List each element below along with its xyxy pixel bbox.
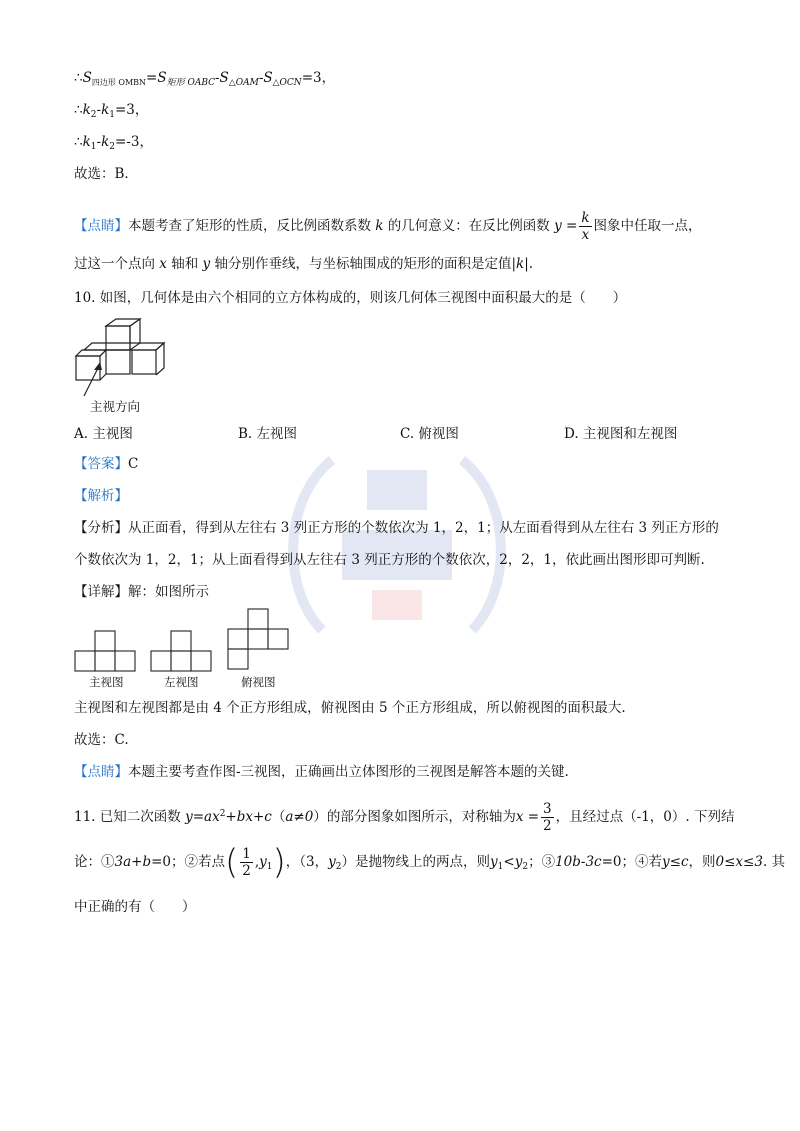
q10-solid-figure — [70, 316, 170, 404]
conclusion-line: 主视图和左视图都是由 4 个正方形组成，俯视图由 5 个正方形组成，所以俯视图的面积最大. — [74, 700, 626, 716]
front-view-figure — [74, 630, 136, 672]
q10-stem: 10. 如图，几何体是由六个相同的立方体构成的，则该几何体三视图中面积最大的是（ ） — [74, 290, 627, 306]
watermark-logo — [282, 440, 512, 650]
top-view-label: 俯视图 — [241, 675, 276, 689]
analysis-tag: 【解析】 — [74, 488, 128, 504]
derivation-line-3: $\therefore k_1-k_2=-3$， — [74, 134, 153, 152]
derivation-line-2: $\therefore k_2-k_1=3$， — [74, 102, 149, 120]
answer-line — [74, 454, 138, 474]
answer-value: C — [128, 456, 139, 472]
fraction-three-halves: $\frac{3}{2}$ — [543, 801, 552, 834]
q11-line-3: 中正确的有（ ） — [74, 899, 196, 915]
option-d: D. 主视图和左视图 — [564, 426, 678, 442]
left-view-label: 左视图 — [164, 675, 199, 689]
fenxi-line-2: 个数依次为 1，2，1；从上面看得到从左往右 3 列正方形的个数依次，2，2，1，依此画出图形即可判断. — [74, 552, 705, 568]
option-a: A. 主视图 — [74, 426, 133, 442]
option-c: C. 俯视图 — [400, 426, 459, 442]
fraction-k-over-x: $\frac{k}{x}$ — [581, 210, 590, 243]
dianjing-2-line: 【点睛】本题主要考查作图-三视图，正确画出立体图形的三视图是解答本题的关键. — [74, 764, 569, 780]
dianjing-line-1: 【点睛】本题考查了矩形的性质，反比例函数系数 k 的几何意义：在反比例函数 y = $\frac{k}{x}$ 图象中任取一点， — [74, 210, 702, 243]
therefore-symbol: ∴ — [74, 70, 83, 86]
answer-tag: 【答案】 — [74, 456, 128, 472]
left-view-figure — [150, 630, 212, 672]
fenxi-tag: 【分析】 — [74, 520, 128, 536]
dianjing-tag: 【点睛】 — [74, 218, 128, 234]
top-view-figure — [227, 608, 289, 670]
q11-line-1: 11. 已知二次函数 $y=ax^2+bx+c(a\ne 0)$的部分图象如图所示，对称轴为x = $\frac{3}{2}$ ，且经过点（-1，0）. 下列结 — [74, 801, 735, 834]
choice-b-line: 故选：B． — [74, 166, 138, 182]
direction-label: 主视方向 — [90, 399, 141, 414]
xiangjie-line: 【详解】解：如图所示 — [74, 584, 209, 600]
dianjing-line-2: 过这一个点向 x 轴和 y 轴分别作垂线，与坐标轴围成的矩形的面积是定值|k|. — [74, 256, 534, 272]
fraction-one-half: $\frac{1}{2}$ — [242, 846, 251, 879]
derivation-line-1: $\therefore S_{四边形 OMBN}=S_{矩形 OABC}-S_{\triangle OAM}-S_{\triangle OCN}=3$， — [74, 70, 336, 88]
xiangjie-tag: 【详解】 — [74, 584, 128, 600]
choice-c-line: 故选：C. — [74, 732, 129, 748]
fenxi-line-1: 【分析】从正面看，得到从左往右 3 列正方形的个数依次为 1，2，1；从左面看得到从左往右 3 列正方形的 — [74, 520, 719, 536]
option-b: B. 左视图 — [238, 426, 298, 442]
q11-line-2: 论：①3a+b=0；②若点( $\frac{1}{2}$ $,y_1$)，（3，$y_2$）是抛物线上的两点，则$y_1<y_2$；③10b-3c=0；④若y≤c，则0≤x≤3. 其 — [74, 842, 786, 883]
front-view-label: 主视图 — [89, 675, 124, 689]
